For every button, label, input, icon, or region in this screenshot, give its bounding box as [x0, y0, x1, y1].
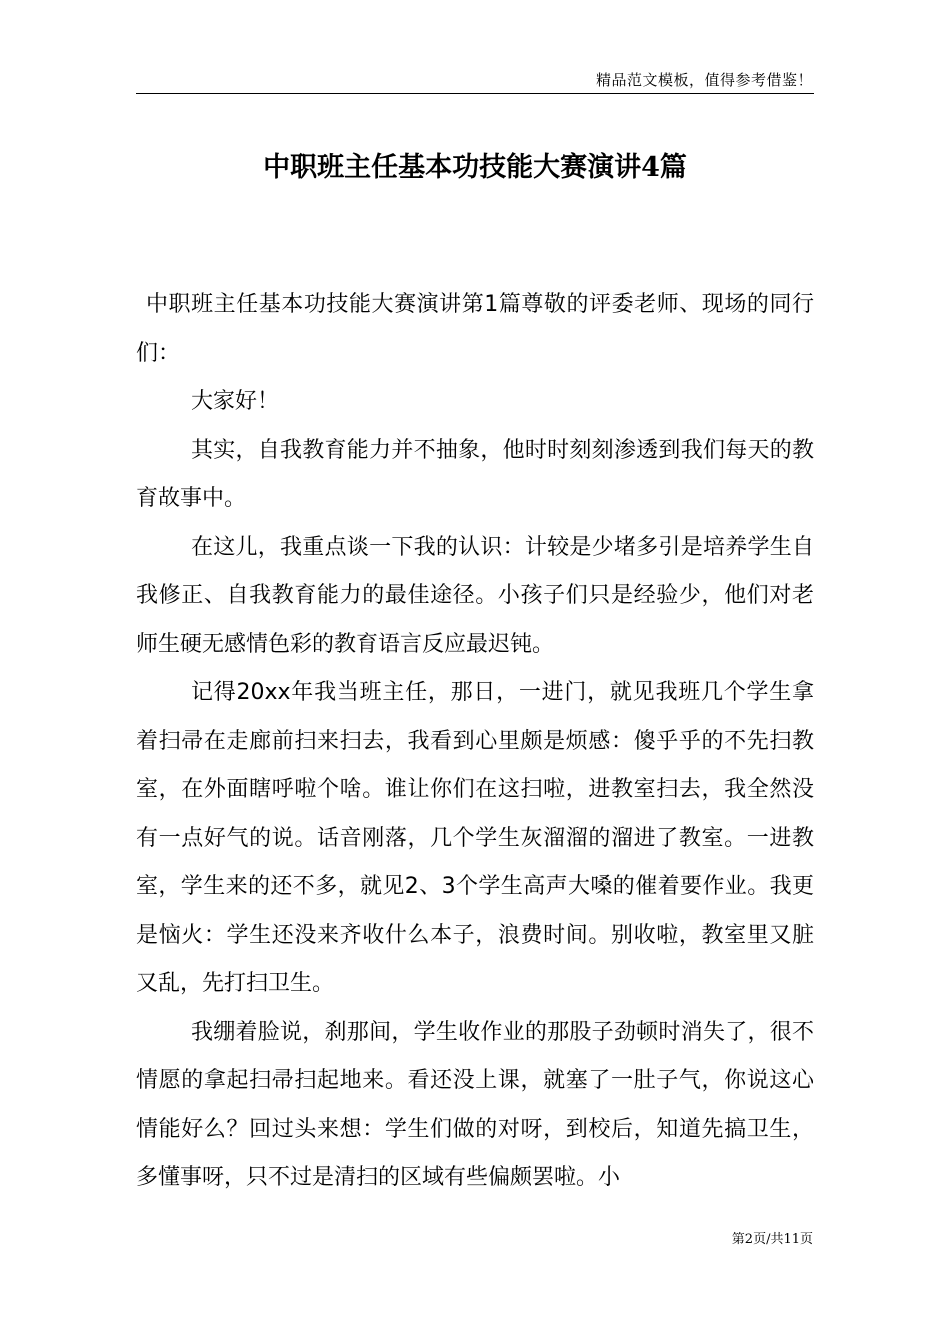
paragraph: 我绷着脸说，刹那间，学生收作业的那股子劲顿时消失了，很不情愿的拿起扫帚扫起地来。看还没上课，就塞了一肚子气，你说这心情能好么？回过头来想：学生们做的对呀，到校后，知道先搞卫生，多懂事呀，只不过是清扫的区域有些偏颇罢啦。小 — [136, 1019, 814, 1190]
header-divider — [136, 93, 814, 94]
document-body — [136, 281, 814, 1203]
page-header-text: 精品范文模板，值得参考借鉴！ — [595, 71, 813, 89]
paragraph: 在这儿，我重点谈一下我的认识：计较是少堵多引是培养学生自我修正、自我教育能力的最佳途径。小孩子们只是经验少，他们对老师生硬无感情色彩的教育语言反应最迟钝。 — [136, 534, 814, 657]
page-number: 第2页/共11页 — [731, 1232, 813, 1247]
paragraph: 记得20xx年我当班主任，那日，一进门，就见我班几个学生拿着扫帚在走廊前扫来扫去，我看到心里颇是烦感：傻乎乎的不先扫教室，在外面瞎呼啦个啥。谁让你们在这扫啦，进教室扫去，我全然没有一点好气的说。话音刚落，几个学生灰溜溜的溜进了教室。一进教室，学生来的还不多，就见2、3个学生高声大嗓的催着要作业。我更是恼火：学生还没来齐收什么本子，浪费时间。别收啦，教室里又脏又乱，先打扫卫生。 — [136, 680, 814, 996]
document-title: 中职班主任基本功技能大赛演讲4篇 — [263, 152, 687, 184]
paragraph-greeting: 大家好！ — [191, 389, 280, 414]
paragraph: 其实，自我教育能力并不抽象，他时时刻刻渗透到我们每天的教育故事中。 — [136, 437, 814, 511]
paragraph-intro: 中职班主任基本功技能大赛演讲第1篇尊敬的评委老师、现场的同行们： — [136, 292, 814, 366]
